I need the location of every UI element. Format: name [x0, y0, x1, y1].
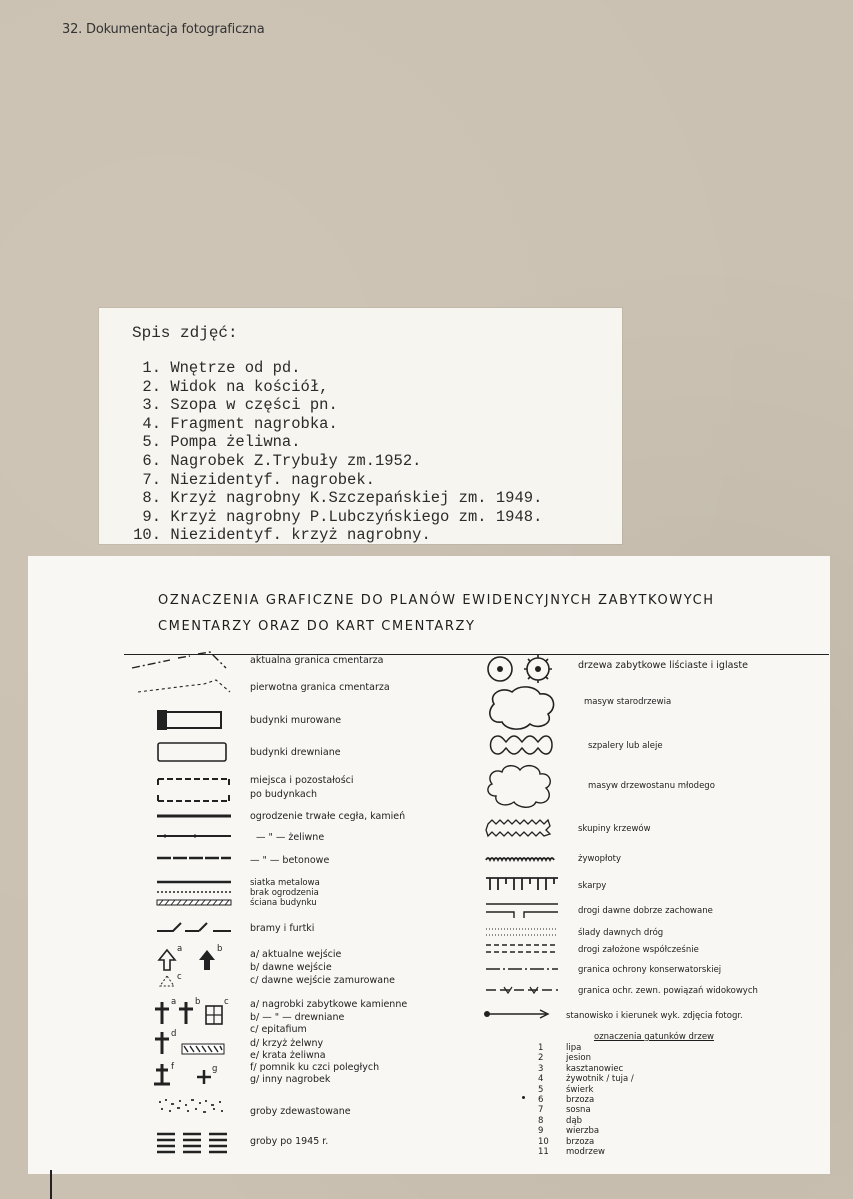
shrubs-symbol: [484, 816, 564, 840]
glyph-c: c: [224, 997, 229, 1007]
glyph-b: b: [195, 997, 201, 1007]
legend-sheet: [28, 556, 830, 1174]
legend-label: c/ dawne wejście zamurowane: [250, 975, 395, 986]
legend-label: drogi dawne dobrze zachowane: [578, 906, 713, 916]
list-item: 11 modrzew: [538, 1146, 606, 1157]
glyph-a: a: [171, 997, 177, 1007]
legend-label: bramy i furtki: [250, 923, 315, 934]
legend-label: b/ dawne wejście: [250, 962, 332, 973]
legend-label: aktualna granica cmentarza: [250, 655, 384, 666]
list-item: 4 żywotnik / tuja /: [538, 1074, 634, 1085]
new-roads-symbol: [484, 942, 564, 956]
list-item: 8 dąb: [538, 1115, 582, 1126]
list-item: 2. Widok na kościół,: [142, 377, 329, 396]
glyph-a: a: [177, 944, 183, 954]
legend-label: b/ — " — drewniane: [250, 1012, 345, 1023]
glyph-d: d: [171, 1029, 177, 1039]
view-boundary-symbol: [484, 984, 564, 996]
wooden-building-symbol: [155, 739, 231, 765]
legend-label: pierwotna granica cmentarza: [250, 682, 390, 693]
legend-label: g/ inny nagrobek: [250, 1074, 331, 1085]
slope-symbol: [484, 874, 564, 894]
entrance-symbols: [155, 946, 235, 992]
glyph-g: g: [212, 1064, 218, 1074]
legend-label: stanowisko i kierunek wyk. zdjęcia fotogr.: [566, 1011, 743, 1021]
gate-symbol: [155, 919, 235, 941]
list-item: 7. Niezidentyf. nagrobek.: [142, 470, 375, 489]
glyph-f: f: [171, 1062, 174, 1072]
list-item: 9. Krzyż nagrobny P.Lubczyńskiego zm. 1948.: [142, 507, 543, 526]
legend-label: a/ aktualne wejście: [250, 949, 342, 960]
list-item: 3 kasztanowiec: [538, 1063, 624, 1074]
road-traces-symbol: [484, 926, 564, 938]
old-trees-massif-symbol: [484, 684, 560, 732]
glyph-b: b: [217, 944, 223, 954]
legend-label: ściana budynku: [250, 898, 317, 908]
legend-label: e/ krata żeliwna: [250, 1050, 326, 1061]
photo-list-title: Spis zdjęć:: [132, 324, 238, 342]
legend-label: groby po 1945 r.: [250, 1136, 329, 1147]
hedge-symbol: [484, 854, 564, 864]
list-item: 5 świerk: [538, 1084, 594, 1095]
list-item: 1 lipa: [538, 1043, 582, 1053]
post-1945-graves-symbol: [155, 1130, 235, 1154]
historic-trees-symbol: [484, 652, 564, 686]
legend-label: drogi założone współcześnie: [578, 945, 699, 955]
legend-title-line2: CMENTARZY ORAZ DO KART CMENTARZY: [158, 619, 476, 634]
legend-label: szpalery lub aleje: [588, 741, 663, 751]
fence-types-symbol: [155, 878, 235, 912]
list-item: 10. Niezidentyf. krzyż nagrobny.: [133, 526, 431, 545]
legend-label: brak ogrodzenia: [250, 888, 319, 898]
legend-label: budynki drewniane: [250, 747, 341, 758]
iron-fence-symbol: [155, 832, 235, 840]
legend-label: miejsca i pozostałości: [250, 775, 354, 786]
legend-label: skarpy: [578, 881, 607, 891]
legend-label: ogrodzenie trwałe cegła, kamień: [250, 811, 406, 822]
devastated-graves-symbol: [155, 1096, 235, 1116]
legend-label: d/ krzyż żelwny: [250, 1038, 324, 1049]
list-item: 6. Nagrobek Z.Trybuły zm.1952.: [142, 451, 422, 470]
legend-title-line1: OZNACZENIA GRAFICZNE DO PLANÓW EWIDENCYJNYCH ZABYTKOWYCH: [158, 593, 715, 608]
legend-label: budynki murowane: [250, 715, 342, 726]
permanent-fence-symbol: [155, 812, 235, 820]
list-item: 4. Fragment nagrobka.: [142, 414, 338, 433]
masonry-building-symbol: [155, 706, 231, 734]
old-roads-symbol: [484, 900, 564, 920]
legend-label: c/ epitafium: [250, 1024, 307, 1035]
alleys-symbol: [484, 732, 564, 758]
legend-label: żywopłoty: [578, 854, 622, 864]
list-item: 5. Pompa żeliwna.: [142, 433, 301, 452]
legend-label: ślady dawnych dróg: [578, 928, 664, 938]
gravestone-symbols: [152, 998, 238, 1098]
list-item: 9 wierzba: [538, 1126, 600, 1137]
list-item: 10 brzoza: [538, 1136, 595, 1147]
margin-line: [50, 1170, 52, 1199]
legend-label: drzewa zabytkowe liściaste i iglaste: [578, 660, 748, 671]
building-remains-symbol: [155, 775, 235, 805]
legend-label: skupiny krzewów: [578, 824, 651, 834]
legend-label: siatka metalowa: [250, 878, 320, 888]
young-trees-massif-symbol: [484, 762, 560, 810]
glyph-c: c: [177, 972, 182, 982]
tree-species-list: [538, 1043, 634, 1157]
photo-list: [121, 359, 542, 545]
photo-position-symbol: [482, 1006, 562, 1022]
legend-label: — " — betonowe: [250, 855, 330, 866]
list-item: 6 brzoza: [538, 1094, 595, 1105]
photo-list-slip: [99, 308, 622, 544]
protection-boundary-symbol: [484, 964, 564, 974]
legend-label: a/ nagrobki zabytkowe kamienne: [250, 999, 408, 1010]
legend-label: masyw drzewostanu młodego: [588, 781, 715, 791]
legend-label: granica ochr. zewn. powiązań widokowych: [578, 986, 758, 996]
legend-label: groby zdewastowane: [250, 1106, 351, 1117]
legend-label: masyw starodrzewia: [584, 697, 672, 707]
list-item: 1. Wnętrze od pd.: [142, 359, 301, 377]
legend-label: granica ochrony konserwatorskiej: [578, 965, 722, 975]
list-item: 3. Szopa w części pn.: [142, 396, 338, 415]
bullet: [522, 1096, 525, 1099]
legend-label: — " — żeliwne: [256, 832, 325, 843]
list-item: 2 jesion: [538, 1053, 591, 1064]
current-boundary-symbol: [130, 650, 242, 672]
legend-label: po budynkach: [250, 789, 317, 800]
original-boundary-symbol: [136, 676, 236, 696]
concrete-fence-symbol: [155, 854, 235, 862]
list-item: 8. Krzyż nagrobny K.Szczepańskiej zm. 1949.: [142, 489, 543, 508]
tree-species-heading: oznaczenia gatunków drzew: [594, 1032, 715, 1042]
list-item: 7 sosna: [538, 1105, 591, 1116]
legend-label: f/ pomnik ku czci poległych: [250, 1062, 380, 1073]
page-header: 32. Dokumentacja fotograficzna: [62, 22, 265, 37]
